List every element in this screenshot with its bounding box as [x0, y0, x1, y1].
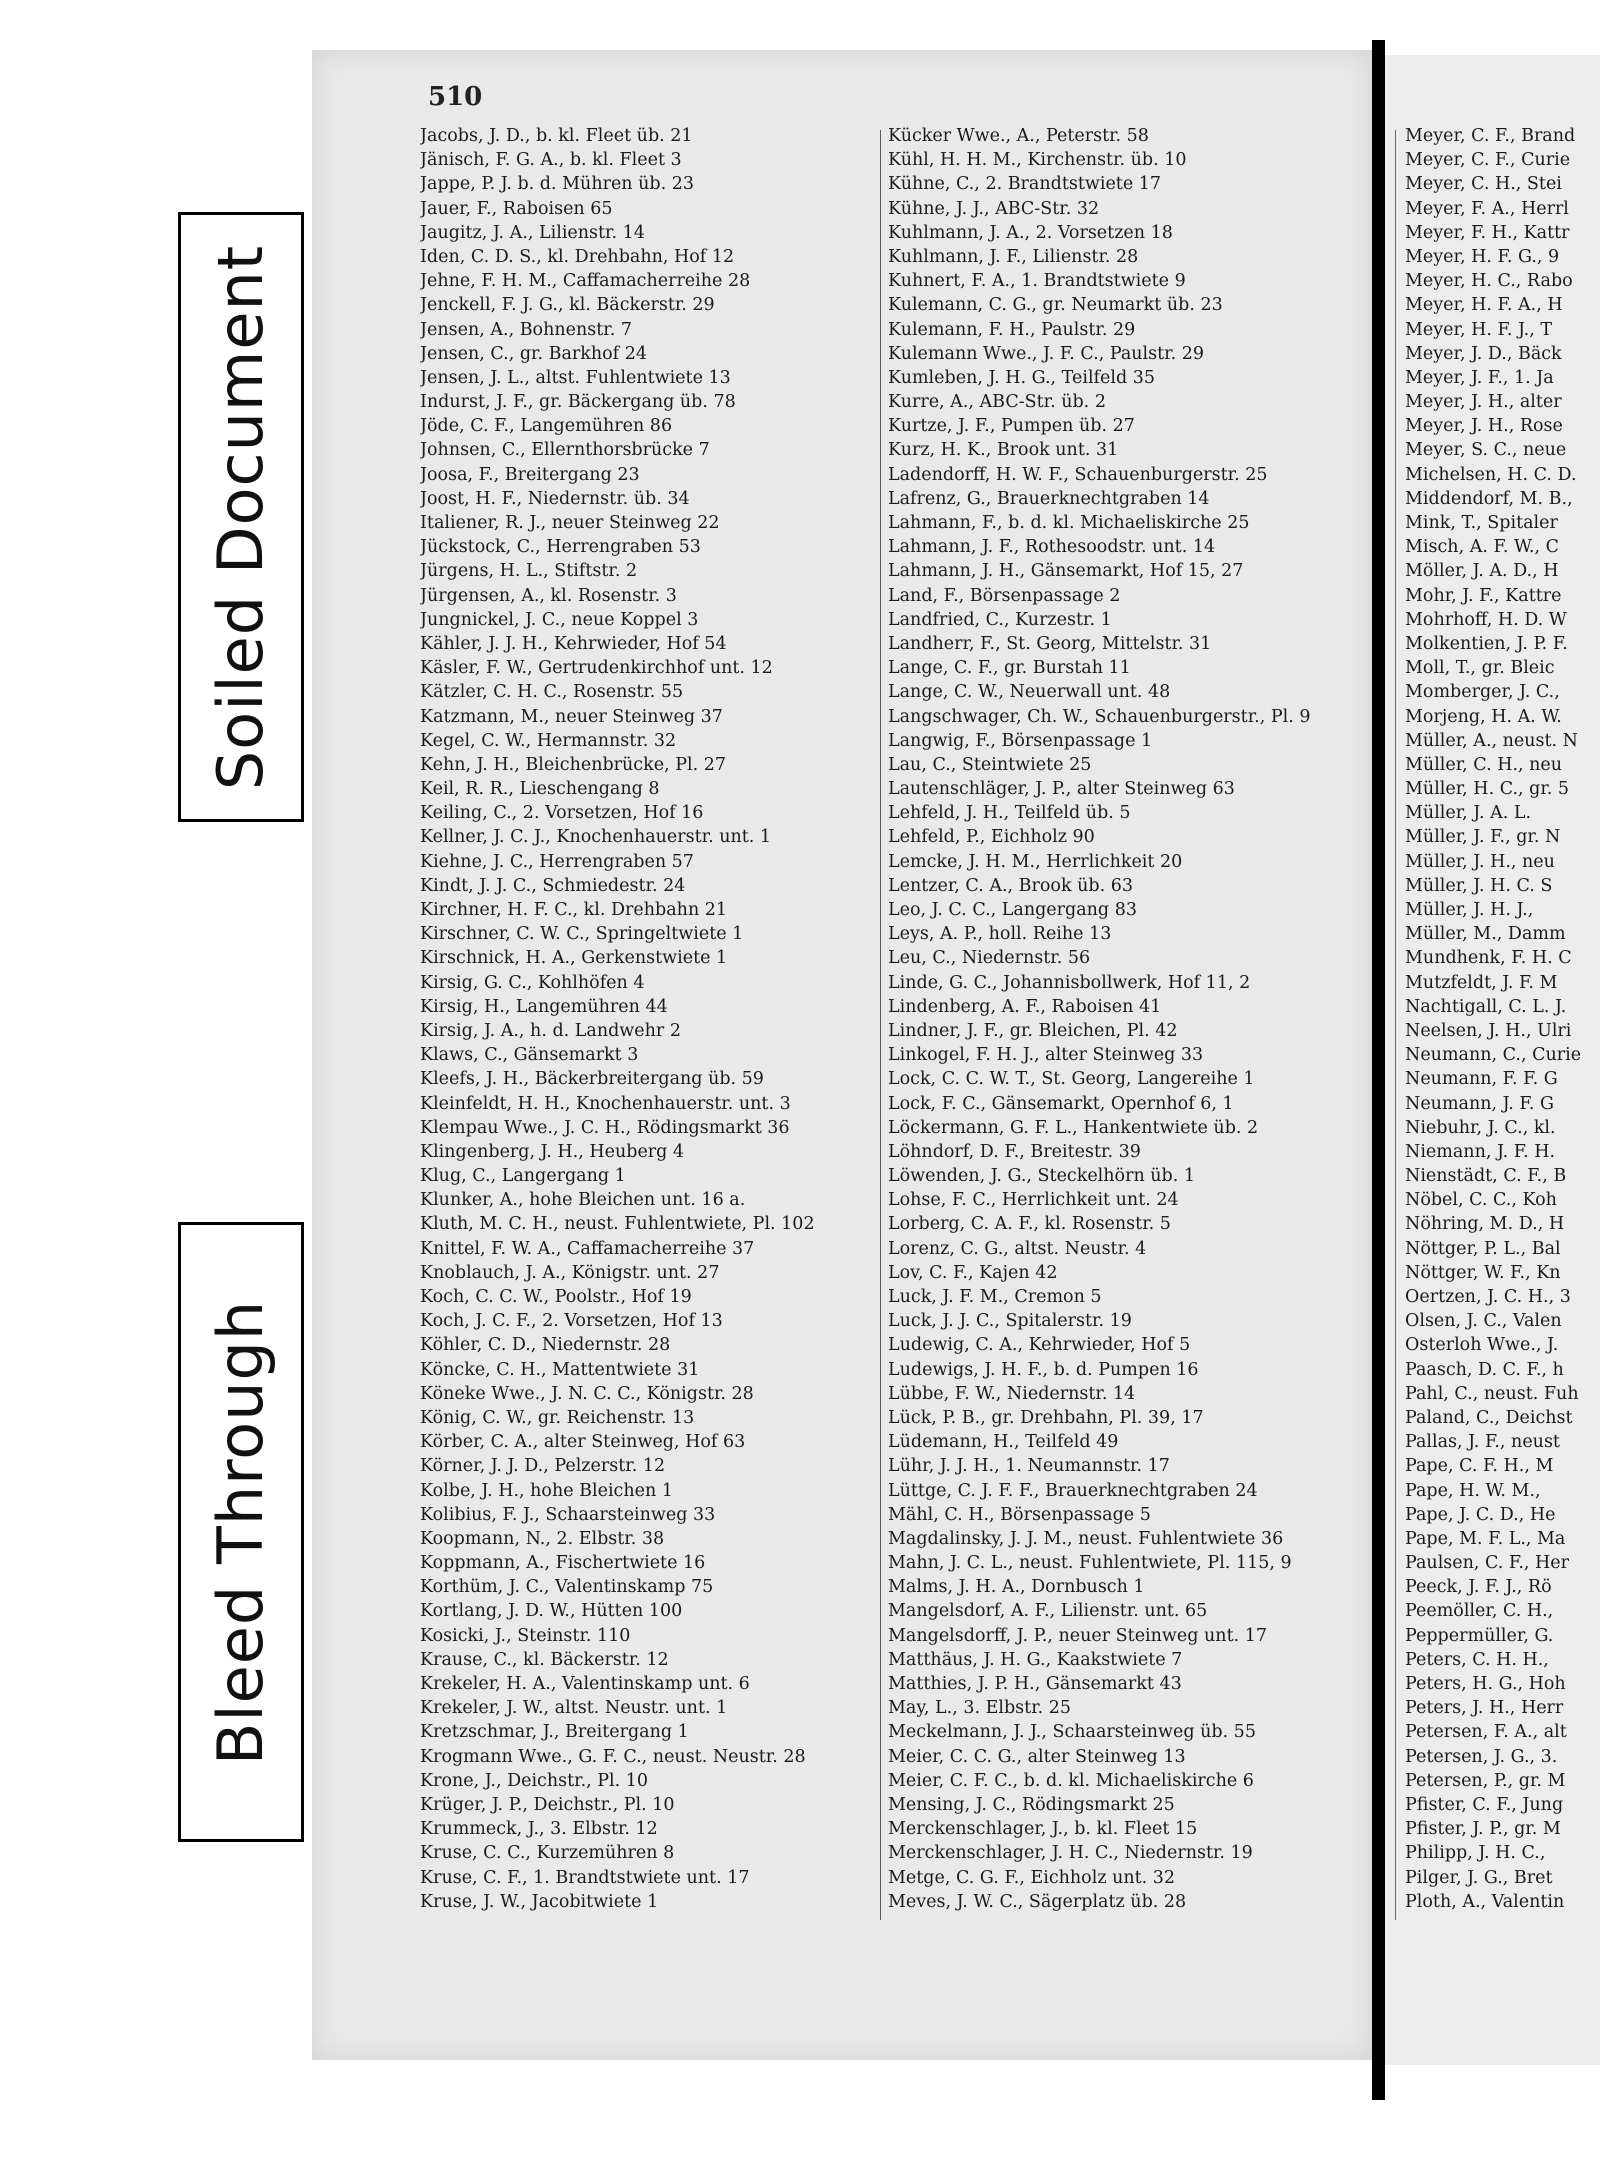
directory-entry: Lau, C., Steintwiete 25: [888, 754, 1092, 775]
directory-entry: Lehfeld, J. H., Teilfeld üb. 5: [888, 803, 1131, 824]
directory-entry: Meyer, J. D., Bäck: [1405, 343, 1562, 364]
directory-entry: Kolibius, F. J., Schaarsteinweg 33: [420, 1504, 716, 1525]
directory-entry: Kellner, J. C. J., Knochenhauerstr. unt. 1: [420, 827, 772, 848]
directory-entry: Ludewigs, J. H. F., b. d. Pumpen 16: [888, 1359, 1199, 1380]
directory-entry: Jenckell, F. J. G., kl. Bäckerstr. 29: [420, 295, 715, 316]
directory-entry: Pape, M. F. L., Ma: [1405, 1528, 1566, 1549]
directory-entry: Knoblauch, J. A., Königstr. unt. 27: [420, 1262, 720, 1283]
directory-entry: Pape, J. C. D., He: [1405, 1504, 1556, 1525]
directory-entry: Neelsen, J. H., Ulri: [1405, 1020, 1572, 1041]
directory-entry: Kumleben, J. H. G., Teilfeld 35: [888, 367, 1156, 388]
directory-entry: Krüger, J. P., Deichstr., Pl. 10: [420, 1794, 675, 1815]
directory-entry: Jacobs, J. D., b. kl. Fleet üb. 21: [420, 126, 693, 146]
directory-entry: Matthäus, J. H. G., Kaakstwiete 7: [888, 1649, 1183, 1670]
directory-entry: Petersen, J. G., 3.: [1405, 1746, 1558, 1767]
directory-entry: Nöbel, C. C., Koh: [1405, 1190, 1557, 1211]
directory-entry: Morjeng, H. A. W.: [1405, 706, 1562, 727]
directory-entry: Ladendorff, H. W. F., Schauenburgerstr. 25: [888, 464, 1268, 485]
directory-entry: Nachtigall, C. L. J.: [1405, 996, 1567, 1017]
bleed-through-text: Bleed Through: [204, 1299, 278, 1765]
directory-entry: Landherr, F., St. Georg, Mittelstr. 31: [888, 633, 1212, 654]
directory-entry: Klug, C., Langergang 1: [420, 1166, 626, 1187]
directory-entry: Neumann, C., Curie: [1405, 1045, 1582, 1066]
directory-entry: Meyer, H. F. J., T: [1405, 319, 1553, 340]
directory-entry: Johnsen, C., Ellernthorsbrücke 7: [420, 440, 710, 461]
column-divider-right: [1395, 130, 1396, 1920]
directory-entry: Löwenden, J. G., Steckelhörn üb. 1: [888, 1166, 1196, 1187]
directory-entry: Meyer, C. F., Brand: [1405, 126, 1576, 146]
directory-entry: Krogmann Wwe., G. F. C., neust. Neustr. 28: [420, 1746, 806, 1767]
directory-entry: Peters, H. G., Hoh: [1405, 1674, 1566, 1694]
directory-entry: Kühl, H. H. M., Kirchenstr. üb. 10: [888, 150, 1187, 171]
directory-entry: Kirschnick, H. A., Gerkenstwiete 1: [420, 948, 728, 969]
directory-entry: Niebuhr, J. C., kl.: [1405, 1117, 1556, 1138]
directory-entry: Jensen, A., Bohnenstr. 7: [420, 319, 632, 340]
directory-entry: Meyer, C. F., Curie: [1405, 150, 1571, 171]
directory-entry: Moll, T., gr. Bleic: [1405, 658, 1555, 679]
directory-entry: Land, F., Börsenpassage 2: [888, 585, 1121, 606]
directory-entry: Klunker, A., hohe Bleichen unt. 16 a.: [420, 1190, 746, 1211]
directory-entry: Lock, F. C., Gänsemarkt, Opernhof 6, 1: [888, 1093, 1234, 1114]
directory-entry: König, C. W., gr. Reichenstr. 13: [420, 1407, 695, 1428]
directory-entry: Misch, A. F. W., C: [1405, 537, 1560, 558]
directory-entry: Peters, C. H. H.,: [1405, 1649, 1549, 1670]
directory-entry: Oertzen, J. C. H., 3: [1405, 1287, 1571, 1307]
directory-entry: Müller, J. A. L.: [1405, 803, 1532, 824]
directory-entry: Pahl, C., neust. Fuh: [1405, 1383, 1579, 1404]
directory-entry: Kirchner, H. F. C., kl. Drehbahn 21: [420, 900, 728, 920]
directory-entry: Lorenz, C. G., altst. Neustr. 4: [888, 1238, 1147, 1259]
directory-entry: Indurst, J. F., gr. Bäckergang üb. 78: [420, 392, 736, 413]
directory-entry: Lohse, F. C., Herrlichkeit unt. 24: [888, 1190, 1179, 1211]
directory-entry: Müller, A., neust. N: [1405, 730, 1578, 751]
directory-entry: Klingenberg, J. H., Heuberg 4: [420, 1141, 685, 1162]
directory-entry: Leys, A. P., holl. Reihe 13: [888, 924, 1112, 945]
directory-entry: Kirsig, G. C., Kohlhöfen 4: [420, 972, 645, 993]
directory-entry: Linkogel, F. H. J., alter Steinweg 33: [888, 1045, 1204, 1066]
directory-entry: Klempau Wwe., J. C. H., Rödingsmarkt 36: [420, 1117, 790, 1138]
directory-entry: Körner, J. J. D., Pelzerstr. 12: [420, 1456, 666, 1477]
directory-entry: Lautenschläger, J. P., alter Steinweg 63: [888, 779, 1235, 800]
directory-entry: Paulsen, C. F., Her: [1405, 1553, 1570, 1574]
directory-entry: Meyer, J. F., 1. Ja: [1405, 367, 1554, 388]
directory-entry: Koch, C. C. W., Poolstr., Hof 19: [420, 1287, 692, 1307]
directory-entry: Metge, C. G. F., Eichholz unt. 32: [888, 1867, 1176, 1888]
directory-entry: Ploth, A., Valentin: [1405, 1891, 1565, 1912]
directory-entry: Lemcke, J. H. M., Herrlichkeit 20: [888, 851, 1183, 872]
directory-entry: Kulemann Wwe., J. F. C., Paulstr. 29: [888, 343, 1204, 364]
directory-entry: Müller, J. F., gr. N: [1405, 827, 1561, 848]
directory-entry: Keiling, C., 2. Vorsetzen, Hof 16: [420, 803, 704, 824]
directory-entry: Lorberg, C. A. F., kl. Rosenstr. 5: [888, 1214, 1171, 1235]
directory-entry: Merckenschlager, J. H. C., Niedernstr. 19: [888, 1843, 1253, 1864]
directory-entry: Kücker Wwe., A., Peterstr. 58: [888, 126, 1149, 146]
directory-entry: Meyer, S. C., neue: [1405, 440, 1567, 461]
directory-entry: Köneke Wwe., J. N. C. C., Königstr. 28: [420, 1383, 754, 1404]
directory-entry: Italiener, R. J., neuer Steinweg 22: [420, 513, 720, 533]
directory-entry: Mutzfeldt, J. F. M: [1405, 972, 1558, 993]
bleed-through-label: [178, 1222, 304, 1842]
directory-entry: Katzmann, M., neuer Steinweg 37: [420, 706, 723, 727]
directory-entry: Peters, J. H., Herr: [1405, 1698, 1564, 1719]
directory-entry: Lüdemann, H., Teilfeld 49: [888, 1432, 1119, 1453]
directory-entry: Petersen, F. A., alt: [1405, 1722, 1567, 1743]
directory-entry: Jauer, F., Raboisen 65: [420, 198, 613, 219]
directory-entry: Lehfeld, P., Eichholz 90: [888, 827, 1095, 848]
directory-entry: Kolbe, J. H., hohe Bleichen 1: [420, 1480, 673, 1501]
directory-entry: Knittel, F. W. A., Caffamacherreihe 37: [420, 1238, 755, 1259]
directory-entry: Lock, C. C. W. T., St. Georg, Langereihe 1: [888, 1069, 1255, 1090]
directory-entry: Neumann, J. F. G: [1405, 1093, 1554, 1114]
directory-entry: Olsen, J. C., Valen: [1405, 1311, 1562, 1332]
directory-entry: Kurtze, J. F., Pumpen üb. 27: [888, 416, 1135, 437]
directory-entry: Petersen, P., gr. M: [1405, 1770, 1566, 1791]
directory-entry: Matthies, J. P. H., Gänsemarkt 43: [888, 1674, 1182, 1694]
directory-entry: Meyer, J. H., Rose: [1405, 416, 1563, 437]
directory-entry: Paasch, D. C. F., h: [1405, 1359, 1564, 1380]
directory-entry: Lahmann, F., b. d. kl. Michaeliskirche 25: [888, 513, 1250, 533]
directory-entry: Krone, J., Deichstr., Pl. 10: [420, 1770, 649, 1791]
directory-entry: Jensen, J. L., altst. Fuhlentwiete 13: [420, 367, 731, 388]
directory-entry: Osterloh Wwe., J.: [1405, 1335, 1559, 1356]
directory-entry: Meyer, C. H., Stei: [1405, 174, 1562, 195]
directory-entry: Ludewig, C. A., Kehrwieder, Hof 5: [888, 1335, 1191, 1356]
directory-entry: Meyer, J. H., alter: [1405, 392, 1562, 413]
directory-entry: Lahmann, J. F., Rothesoodstr. unt. 14: [888, 537, 1216, 558]
directory-entry: Korthüm, J. C., Valentinskamp 75: [420, 1577, 714, 1598]
directory-entry: Lübbe, F. W., Niedernstr. 14: [888, 1383, 1136, 1404]
directory-entry: Magdalinsky, J. J. M., neust. Fuhlentwiete 36: [888, 1528, 1284, 1549]
directory-entry: Mink, T., Spitaler: [1405, 513, 1558, 533]
directory-entry: Käsler, F. W., Gertrudenkirchhof unt. 12: [420, 658, 773, 679]
directory-entry: Lühr, J. J. H., 1. Neumannstr. 17: [888, 1456, 1170, 1477]
directory-entry: Pfister, J. P., gr. M: [1405, 1819, 1561, 1840]
directory-entry: Leu, C., Niedernstr. 56: [888, 948, 1091, 969]
directory-entry: Klaws, C., Gänsemarkt 3: [420, 1045, 639, 1066]
directory-entry: Kehn, J. H., Bleichenbrücke, Pl. 27: [420, 754, 726, 775]
directory-entry: Lindner, J. F., gr. Bleichen, Pl. 42: [888, 1020, 1178, 1041]
directory-entry: Philipp, J. H. C.,: [1405, 1843, 1546, 1864]
directory-entry: Kruse, C. C., Kurzemühren 8: [420, 1843, 675, 1864]
directory-entry: Jöde, C. F., Langemühren 86: [420, 416, 673, 437]
directory-entry: Köncke, C. H., Mattentwiete 31: [420, 1359, 700, 1380]
directory-entry: Mohr, J. F., Kattre: [1405, 585, 1562, 606]
directory-entry: Kuhnert, F. A., 1. Brandtstwiete 9: [888, 271, 1186, 292]
directory-entry: Merckenschlager, J., b. kl. Fleet 15: [888, 1819, 1198, 1840]
directory-entry: Kluth, M. C. H., neust. Fuhlentwiete, Pl. 102: [420, 1214, 815, 1235]
directory-entry: Kortlang, J. D. W., Hütten 100: [420, 1601, 683, 1622]
soiled-document-label: [178, 212, 304, 822]
directory-entry: Meckelmann, J. J., Schaarsteinweg üb. 55: [888, 1722, 1256, 1743]
directory-entry: Neumann, F. F. G: [1405, 1069, 1558, 1090]
directory-entry: Lüttge, C. J. F. F., Brauerknechtgraben 24: [888, 1480, 1258, 1501]
directory-entry: Mundhenk, F. H. C: [1405, 948, 1572, 969]
directory-entry: Joosa, F., Breitergang 23: [420, 464, 640, 485]
directory-entry: Meyer, F. A., Herrl: [1405, 198, 1569, 219]
directory-entry: Meyer, H. C., Rabo: [1405, 271, 1573, 292]
directory-entry: Kirsig, J. A., h. d. Landwehr 2: [420, 1020, 681, 1041]
directory-entry: Peemöller, C. H.,: [1405, 1601, 1554, 1622]
directory-entry: Meves, J. W. C., Sägerplatz üb. 28: [888, 1891, 1187, 1912]
directory-entry: Jürgensen, A., kl. Rosenstr. 3: [420, 585, 677, 606]
directory-entry: Jänisch, F. G. A., b. kl. Fleet 3: [420, 150, 682, 171]
directory-entry: Kuhlmann, J. F., Lilienstr. 28: [888, 246, 1139, 267]
directory-entry: Lange, C. W., Neuerwall unt. 48: [888, 682, 1171, 703]
directory-entry: Kruse, C. F., 1. Brandtstwiete unt. 17: [420, 1867, 750, 1888]
directory-entry: Linde, G. C., Johannisbollwerk, Hof 11, 2: [888, 972, 1251, 993]
directory-entry: Lange, C. F., gr. Burstah 11: [888, 658, 1131, 679]
directory-entry: Pallas, J. F., neust: [1405, 1432, 1560, 1453]
directory-entry: Michelsen, H. C. D.: [1405, 464, 1577, 485]
directory-entry: Kulemann, F. H., Paulstr. 29: [888, 319, 1136, 340]
directory-entry: Nöttger, P. L., Bal: [1405, 1238, 1561, 1259]
directory-entry: Peppermüller, G.: [1405, 1625, 1554, 1646]
column-divider: [880, 130, 881, 1920]
directory-entry: Lück, P. B., gr. Drehbahn, Pl. 39, 17: [888, 1407, 1204, 1428]
directory-entry: Kuhlmann, J. A., 2. Vorsetzen 18: [888, 222, 1173, 243]
directory-entry: Luck, J. J. C., Spitalerstr. 19: [888, 1311, 1132, 1332]
directory-entry: Kiehne, J. C., Herrengraben 57: [420, 851, 694, 872]
directory-column-c: [1405, 124, 1600, 1914]
directory-entry: Pfister, C. F., Jung: [1405, 1794, 1564, 1815]
directory-entry: Kulemann, C. G., gr. Neumarkt üb. 23: [888, 295, 1223, 316]
directory-entry: Jürgens, H. L., Stiftstr. 2: [420, 561, 638, 582]
directory-entry: Krause, C., kl. Bäckerstr. 12: [420, 1649, 669, 1670]
directory-entry: Lov, C. F., Kajen 42: [888, 1262, 1058, 1283]
directory-entry: Kätzler, C. H. C., Rosenstr. 55: [420, 682, 684, 703]
directory-entry: Koppmann, A., Fischertwiete 16: [420, 1553, 706, 1574]
directory-entry: Langschwager, Ch. W., Schauenburgerstr., Pl. 9: [888, 706, 1311, 727]
directory-column-b: [888, 124, 1363, 1914]
directory-entry: Meyer, F. H., Kattr: [1405, 222, 1570, 243]
directory-entry: Kirschner, C. W. C., Springeltwiete 1: [420, 924, 744, 945]
directory-entry: Mangelsdorf, A. F., Lilienstr. unt. 65: [888, 1601, 1208, 1622]
directory-entry: Mensing, J. C., Rödingsmarkt 25: [888, 1794, 1175, 1815]
directory-entry: Landfried, C., Kurzestr. 1: [888, 609, 1112, 630]
directory-entry: Jungnickel, J. C., neue Koppel 3: [420, 609, 699, 630]
directory-entry: Lahmann, J. H., Gänsemarkt, Hof 15, 27: [888, 561, 1244, 582]
directory-entry: Lafrenz, G., Brauerknechtgraben 14: [888, 488, 1210, 509]
directory-entry: Middendorf, M. B.,: [1405, 488, 1573, 509]
directory-entry: Peeck, J. F. J., Rö: [1405, 1577, 1552, 1598]
directory-entry: Kosicki, J., Steinstr. 110: [420, 1625, 631, 1646]
directory-entry: Joost, H. F., Niedernstr. üb. 34: [420, 488, 690, 509]
directory-entry: Niemann, J. F. H.: [1405, 1141, 1556, 1162]
directory-entry: Pape, H. W. M.,: [1405, 1480, 1541, 1501]
directory-entry: Koopmann, N., 2. Elbstr. 38: [420, 1528, 665, 1549]
directory-entry: Momberger, J. C.,: [1405, 682, 1560, 703]
directory-entry: Meyer, H. F. G., 9: [1405, 246, 1560, 267]
page-gutter: [1372, 40, 1385, 2100]
directory-column-a: [420, 124, 875, 1914]
directory-entry: Kleinfeldt, H. H., Knochenhauerstr. unt. 3: [420, 1093, 791, 1114]
directory-entry: Nöhring, M. D., H: [1405, 1214, 1565, 1235]
directory-entry: Lentzer, C. A., Brook üb. 63: [888, 875, 1133, 896]
directory-entry: Kegel, C. W., Hermannstr. 32: [420, 730, 677, 751]
directory-entry: Kurre, A., ABC-Str. üb. 2: [888, 392, 1106, 413]
directory-entry: Keil, R. R., Lieschengang 8: [420, 779, 660, 800]
directory-entry: Pape, C. F. H., M: [1405, 1456, 1554, 1477]
directory-entry: Kruse, J. W., Jacobitwiete 1: [420, 1891, 659, 1912]
directory-entry: Mahn, J. C. L., neust. Fuhlentwiete, Pl. 115, 9: [888, 1553, 1292, 1574]
directory-entry: May, L., 3. Elbstr. 25: [888, 1698, 1072, 1719]
directory-entry: Jensen, C., gr. Barkhof 24: [420, 343, 647, 364]
directory-entry: Mähl, C. H., Börsenpassage 5: [888, 1504, 1151, 1525]
directory-entry: Körber, C. A., alter Steinweg, Hof 63: [420, 1432, 746, 1453]
directory-entry: Löckermann, G. F. L., Hankentwiete üb. 2: [888, 1117, 1259, 1138]
directory-entry: Kindt, J. J. C., Schmiedestr. 24: [420, 875, 686, 896]
directory-entry: Malms, J. H. A., Dornbusch 1: [888, 1577, 1145, 1598]
directory-entry: Lindenberg, A. F., Raboisen 41: [888, 996, 1162, 1017]
page-number: 510: [428, 82, 483, 112]
directory-entry: Meier, C. F. C., b. d. kl. Michaeliskirche 6: [888, 1770, 1254, 1791]
directory-entry: Paland, C., Deichst: [1405, 1407, 1573, 1428]
directory-entry: Meyer, H. F. A., H: [1405, 295, 1563, 316]
directory-entry: Nienstädt, C. F., B: [1405, 1166, 1567, 1187]
directory-entry: Müller, H. C., gr. 5: [1405, 779, 1570, 800]
directory-entry: Köhler, C. D., Niedernstr. 28: [420, 1335, 671, 1356]
directory-entry: Nöttger, W. F., Kn: [1405, 1262, 1561, 1283]
directory-entry: Kühne, C., 2. Brandtstwiete 17: [888, 174, 1162, 195]
directory-entry: Jaugitz, J. A., Lilienstr. 14: [420, 222, 645, 243]
directory-entry: Iden, C. D. S., kl. Drehbahn, Hof 12: [420, 246, 735, 267]
directory-entry: Jückstock, C., Herrengraben 53: [420, 537, 701, 558]
directory-entry: Meier, C. C. G., alter Steinweg 13: [888, 1746, 1186, 1767]
directory-entry: Mohrhoff, H. D. W: [1405, 609, 1567, 630]
soiled-document-text: Soiled Document: [204, 244, 278, 790]
directory-entry: Koch, J. C. F., 2. Vorsetzen, Hof 13: [420, 1311, 723, 1332]
directory-entry: Löhndorf, D. F., Breitestr. 39: [888, 1141, 1141, 1162]
directory-entry: Krekeler, H. A., Valentinskamp unt. 6: [420, 1674, 750, 1694]
directory-entry: Möller, J. A. D., H: [1405, 561, 1559, 582]
directory-entry: Müller, M., Damm: [1405, 924, 1566, 945]
directory-entry: Krummeck, J., 3. Elbstr. 12: [420, 1819, 658, 1840]
directory-entry: Müller, J. H. C. S: [1405, 875, 1553, 896]
directory-entry: Müller, J. H. J.,: [1405, 900, 1534, 920]
directory-entry: Krekeler, J. W., altst. Neustr. unt. 1: [420, 1698, 728, 1719]
directory-entry: Kurz, H. K., Brook unt. 31: [888, 440, 1119, 461]
directory-entry: Luck, J. F. M., Cremon 5: [888, 1287, 1102, 1307]
directory-entry: Jappe, P. J. b. d. Mühren üb. 23: [420, 174, 695, 195]
directory-entry: Kretzschmar, J., Breitergang 1: [420, 1722, 689, 1743]
directory-entry: Langwig, F., Börsenpassage 1: [888, 730, 1153, 751]
directory-entry: Müller, J. H., neu: [1405, 851, 1555, 872]
directory-entry: Müller, C. H., neu: [1405, 754, 1563, 775]
directory-entry: Kähler, J. J. H., Kehrwieder, Hof 54: [420, 633, 727, 654]
directory-entry: Kleefs, J. H., Bäckerbreitergang üb. 59: [420, 1069, 764, 1090]
directory-entry: Molkentien, J. P. F.: [1405, 633, 1568, 654]
directory-entry: Pilger, J. G., Bret: [1405, 1867, 1553, 1888]
directory-entry: Kirsig, H., Langemühren 44: [420, 996, 668, 1017]
directory-entry: Jehne, F. H. M., Caffamacherreihe 28: [420, 271, 751, 292]
directory-entry: Leo, J. C. C., Langergang 83: [888, 900, 1137, 920]
directory-entry: Kühne, J. J., ABC-Str. 32: [888, 198, 1100, 219]
directory-entry: Mangelsdorff, J. P., neuer Steinweg unt. 17: [888, 1625, 1267, 1646]
